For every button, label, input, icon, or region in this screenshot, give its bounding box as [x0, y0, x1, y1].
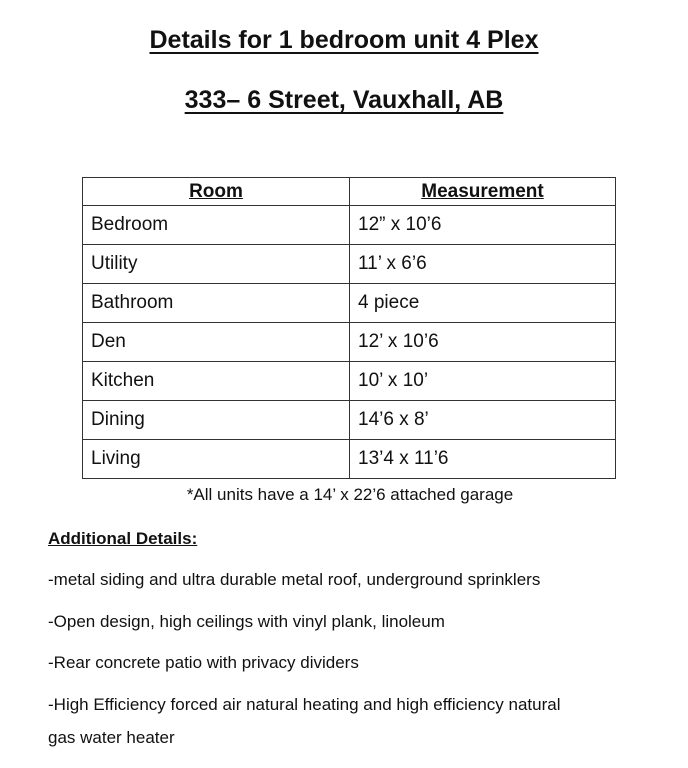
table-row	[83, 440, 616, 479]
room-cell: Kitchen	[83, 362, 350, 401]
room-cell: Dining	[83, 401, 350, 440]
detail-item: -Open design, high ceilings with vinyl plank, linoleum	[48, 612, 445, 631]
room-measurement-table	[82, 177, 616, 479]
detail-item-continuation: gas water heater	[48, 728, 175, 747]
garage-note: *All units have a 14’ x 22’6 attached garage	[186, 485, 514, 504]
detail-item: -High Efficiency forced air natural heating and high efficiency natural	[48, 695, 561, 714]
table-row	[83, 362, 616, 401]
column-header-room: Room	[83, 178, 350, 206]
table-row	[83, 284, 616, 323]
document-title: Details for 1 bedroom unit 4 Plex	[149, 26, 539, 54]
room-cell: Utility	[83, 245, 350, 284]
table-row	[83, 206, 616, 245]
measurement-cell: 13’4 x 11’6	[350, 440, 616, 479]
room-cell: Bathroom	[83, 284, 350, 323]
room-cell: Den	[83, 323, 350, 362]
measurement-cell: 14’6 x 8’	[350, 401, 616, 440]
measurement-cell: 12’ x 10’6	[350, 323, 616, 362]
measurement-cell: 4 piece	[350, 284, 616, 323]
detail-item: -Rear concrete patio with privacy dividers	[48, 653, 359, 672]
address-heading: 333– 6 Street, Vauxhall, AB	[184, 86, 504, 114]
column-header-measurement: Measurement	[350, 178, 616, 206]
table-header-row	[83, 178, 616, 206]
measurement-cell: 10’ x 10’	[350, 362, 616, 401]
table-row	[83, 245, 616, 284]
table-row	[83, 401, 616, 440]
room-cell: Bedroom	[83, 206, 350, 245]
additional-details-heading: Additional Details:	[48, 529, 198, 548]
detail-item: -metal siding and ultra durable metal roof, underground sprinklers	[48, 570, 541, 589]
table-row	[83, 323, 616, 362]
measurement-cell: 11’ x 6’6	[350, 245, 616, 284]
measurement-cell: 12” x 10’6	[350, 206, 616, 245]
room-cell: Living	[83, 440, 350, 479]
